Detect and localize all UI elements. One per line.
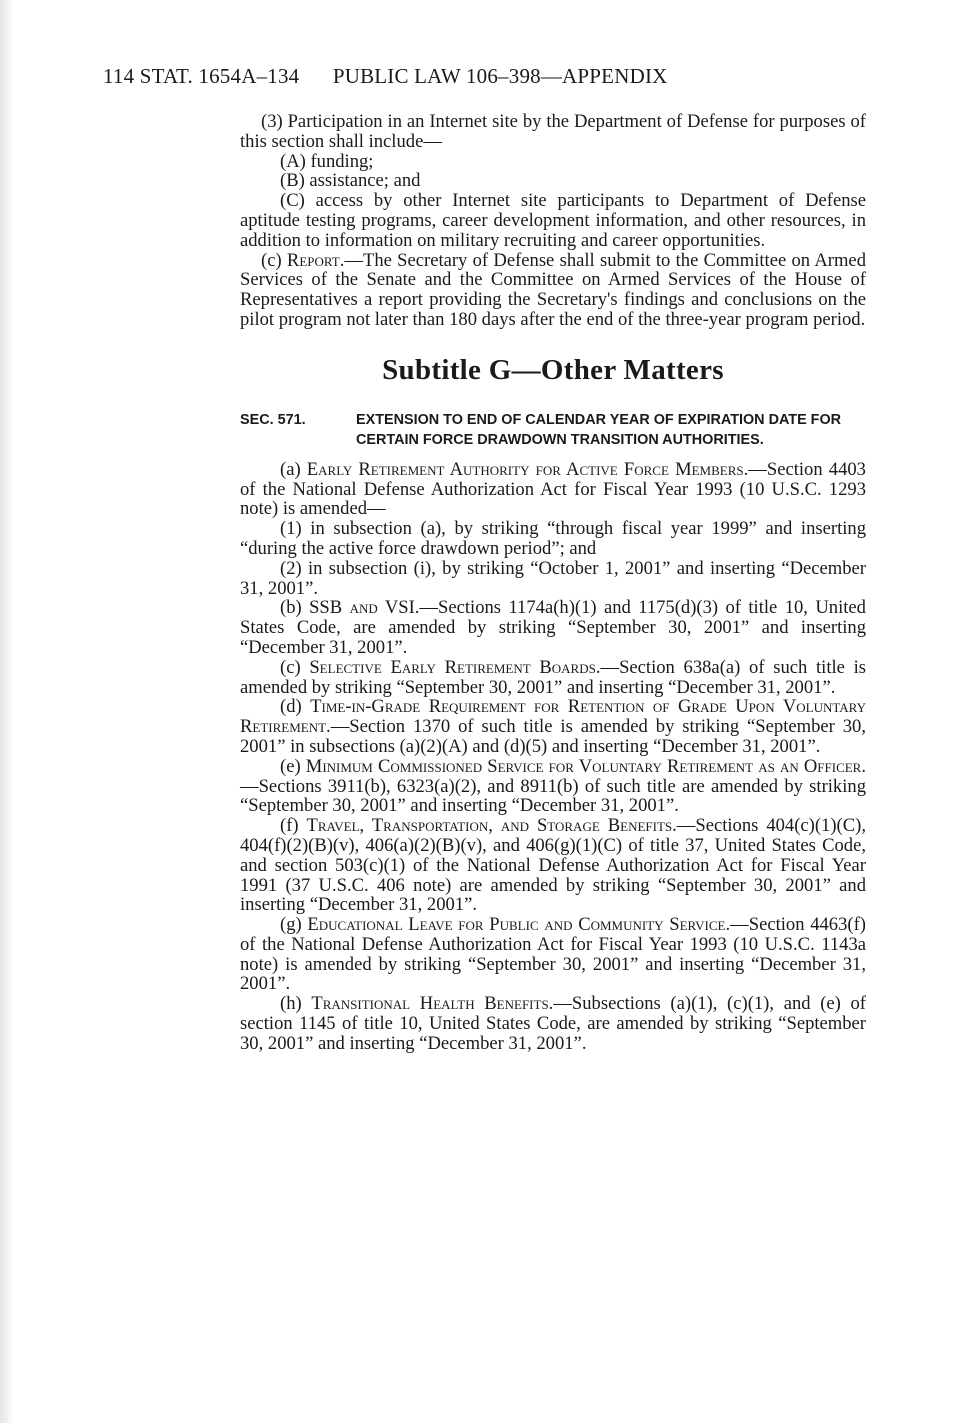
subsection-text: —The Secretary of Defense shall submit to the Committee on Armed Services of the Senate and the Committee on Armed Services of the House of Representatives a report providing the Secretary's findings and conclusions on the pilot program not later than 180 days after the end of the three-year program period. (240, 249, 866, 330)
subsection-label: (b) (280, 597, 310, 619)
subsection-a (240, 460, 866, 519)
paragraph-3: (3) Participation in an Internet site by the Department of Defense for purposes of this section shall include— (240, 111, 866, 152)
subsection-h (240, 994, 866, 1053)
subsection-label: (c) (280, 656, 310, 678)
statute-citation: 114 STAT. 1654A–134 (103, 64, 300, 88)
subsection-text: —Section 4463(f) of the National Defense Authorization Act for Fiscal Year 1993 (10 U.S.C. 1143a note) is amended by striking “September 30, 2001” and inserting “December 31, 2001”. (240, 914, 866, 995)
subsection-b (240, 598, 866, 657)
subsection-heading: Educational Leave for Public and Community Service. (307, 914, 731, 936)
subsection-a-item-2: (2) in subsection (i), by striking “October 1, 2001” and inserting “December 31, 2001”. (240, 557, 866, 599)
subsection-label: (d) (280, 696, 311, 718)
running-header (103, 64, 668, 89)
section-number: SEC. 571. (240, 411, 306, 428)
subsection-label: (c) (261, 249, 287, 271)
subsection-f (240, 816, 866, 915)
subsection-g (240, 915, 866, 994)
subsection-e (240, 757, 866, 816)
paragraph-3-a: (A) funding; (280, 150, 374, 172)
subsection-label: (a) (280, 458, 307, 480)
subsection-label: (f) (280, 815, 307, 837)
section-title: EXTENSION TO END OF CALENDAR YEAR OF EXPIRATION DATE FOR CERTAIN FORCE DRAWDOWN TRANSITION AUTHORITIES. (356, 411, 842, 448)
subsection-c (240, 658, 866, 698)
subsection-heading: Time-in-Grade Requirement for Retention of Grade Upon Voluntary Retirement. (240, 696, 866, 738)
subsection-text: —Section 1370 of such title is amended by striking “September 30, 2001” in subsections (a)(2)(A) and (d)(5) and inserting “December 31, 2001”. (240, 716, 866, 757)
subsection-heading: Minimum Commissioned Service for Voluntary Retirement as an Officer. (305, 755, 867, 777)
subsection-heading: Travel, Transportation, and Storage Benefits. (306, 815, 677, 837)
paragraph-3-c: (C) access by other Internet site participants to Department of Defense aptitude testing programs, career development information, and other resources, in addition to information on military recruiting and career opportunities. (240, 190, 866, 251)
document-body (240, 112, 866, 1054)
section-heading (240, 410, 866, 450)
subsection-text: —Section 638a(a) of such title is amended by striking “September 30, 2001” and inserting “December 31, 2001”. (240, 656, 866, 698)
subsection-d (240, 697, 866, 756)
subsection-c-report (240, 251, 866, 330)
subsection-heading: Report. (286, 249, 345, 271)
subsection-label: (g) (280, 914, 308, 936)
subsection-heading: SSB and VSI. (309, 597, 420, 619)
subsection-label: (h) (280, 993, 312, 1015)
public-law-title: PUBLIC LAW 106–398—APPENDIX (332, 64, 668, 88)
subtitle-heading: Subtitle G—Other Matters (382, 353, 724, 386)
subsection-label: (e) (280, 755, 306, 777)
subsection-text: —Sections 3911(b), 6323(a)(2), and 8911(b) of such title are amended by striking “September 30, 2001” and inserting “December 31, 2001”. (240, 775, 866, 817)
subsection-text: —Sections 404(c)(1)(C), 404(f)(2)(B)(v), 406(a)(2)(B)(v), and 406(g)(1)(C) of title 37, United States Code, and section 503(c)(1) of the National Defense Authorization Act for Fiscal Year 1991 (37 U.S.C. 406 note) are amended by striking “September 30, 2001” and inserting “December 31, 2001”. (240, 815, 866, 916)
subsection-heading: Selective Early Retirement Boards. (309, 656, 601, 678)
subsection-text: —Section 4403 of the National Defense Authorization Act for Fiscal Year 1993 (10 U.S.C. 1293 note) is amended— (240, 458, 866, 520)
subsection-heading: Early Retirement Authority for Active Force Members. (306, 458, 749, 480)
paragraph-3-b: (B) assistance; and (280, 170, 421, 192)
page-edge-shadow (0, 0, 14, 1423)
subsection-text: —Subsections (a)(1), (c)(1), and (e) of section 1145 of title 10, United States Code, are amended by striking “September 30, 2001” and inserting “December 31, 2001”. (240, 993, 867, 1054)
subsection-heading: Transitional Health Benefits. (311, 993, 554, 1015)
subsection-text: —Sections 1174a(h)(1) and 1175(d)(3) of title 10, United States Code, are amended by striking “September 30, 2001” and inserting “December 31, 2001”. (240, 597, 866, 658)
subsection-a-item-1: (1) in subsection (a), by striking “through fiscal year 1999” and inserting “during the active force drawdown period”; and (240, 518, 866, 559)
